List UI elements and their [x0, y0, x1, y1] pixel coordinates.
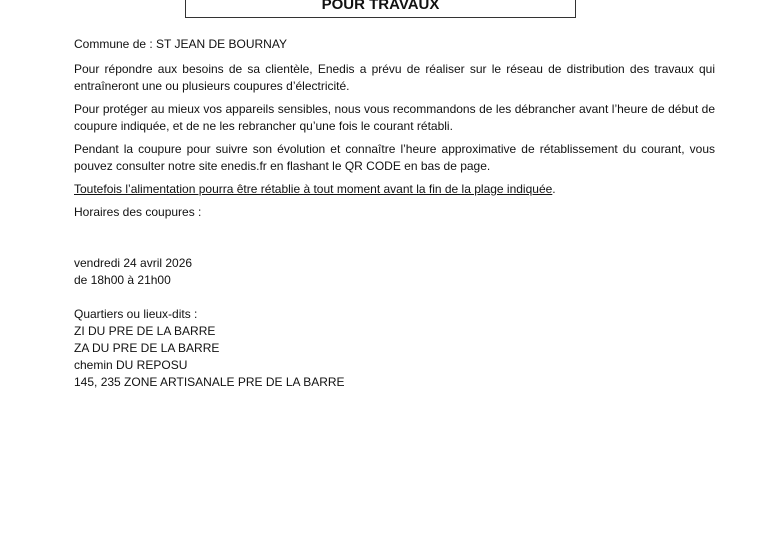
commune-label: Commune de :	[74, 37, 153, 51]
location-item: chemin DU REPOSU	[74, 358, 188, 372]
warning-text: Toutefois l’alimentation pourra être rétablie à tout moment avant la fin de la plage indiquée	[74, 182, 553, 196]
warning-line	[74, 181, 715, 198]
outage-date: vendredi 24 avril 2026	[74, 256, 193, 270]
location-item: 145, 235 ZONE ARTISANALE PRE DE LA BARRE	[74, 375, 345, 389]
notice-body	[74, 36, 715, 391]
location-item: ZI DU PRE DE LA BARRE	[74, 324, 216, 338]
schedule-label: Horaires des coupures :	[74, 205, 202, 219]
follow-paragraph: Pendant la coupure pour suivre son évolution et connaître l’heure approximative de rétablissement du courant, vous pouvez consulter notre site enedis.fr en flashant le QR CODE en bas de page.	[74, 142, 715, 173]
outage-schedule	[74, 255, 715, 289]
outage-time-range: de 18h00 à 21h00	[74, 273, 171, 287]
location-item: ZA DU PRE DE LA BARRE	[74, 341, 220, 355]
commune-name: ST JEAN DE BOURNAY	[156, 37, 287, 51]
notice-title: POUR TRAVAUX	[321, 0, 440, 13]
commune-line	[74, 36, 715, 53]
protection-paragraph: Pour protéger au mieux vos appareils sensibles, nous vous recommandons de les débrancher avant l’heure de début de coupure indiquée, et de ne les rebrancher qu’une fois le courant rétabli.	[74, 102, 715, 133]
intro-paragraph: Pour répondre aux besoins de sa clientèle, Enedis a prévu de réaliser sur le réseau de distribution des travaux qui entraîneront une ou plusieurs coupures d’électricité.	[74, 62, 715, 93]
locations-block	[74, 306, 715, 391]
locations-label: Quartiers ou lieux-dits :	[74, 307, 198, 321]
notice-title-box	[185, 0, 576, 18]
warning-end: .	[552, 182, 556, 196]
